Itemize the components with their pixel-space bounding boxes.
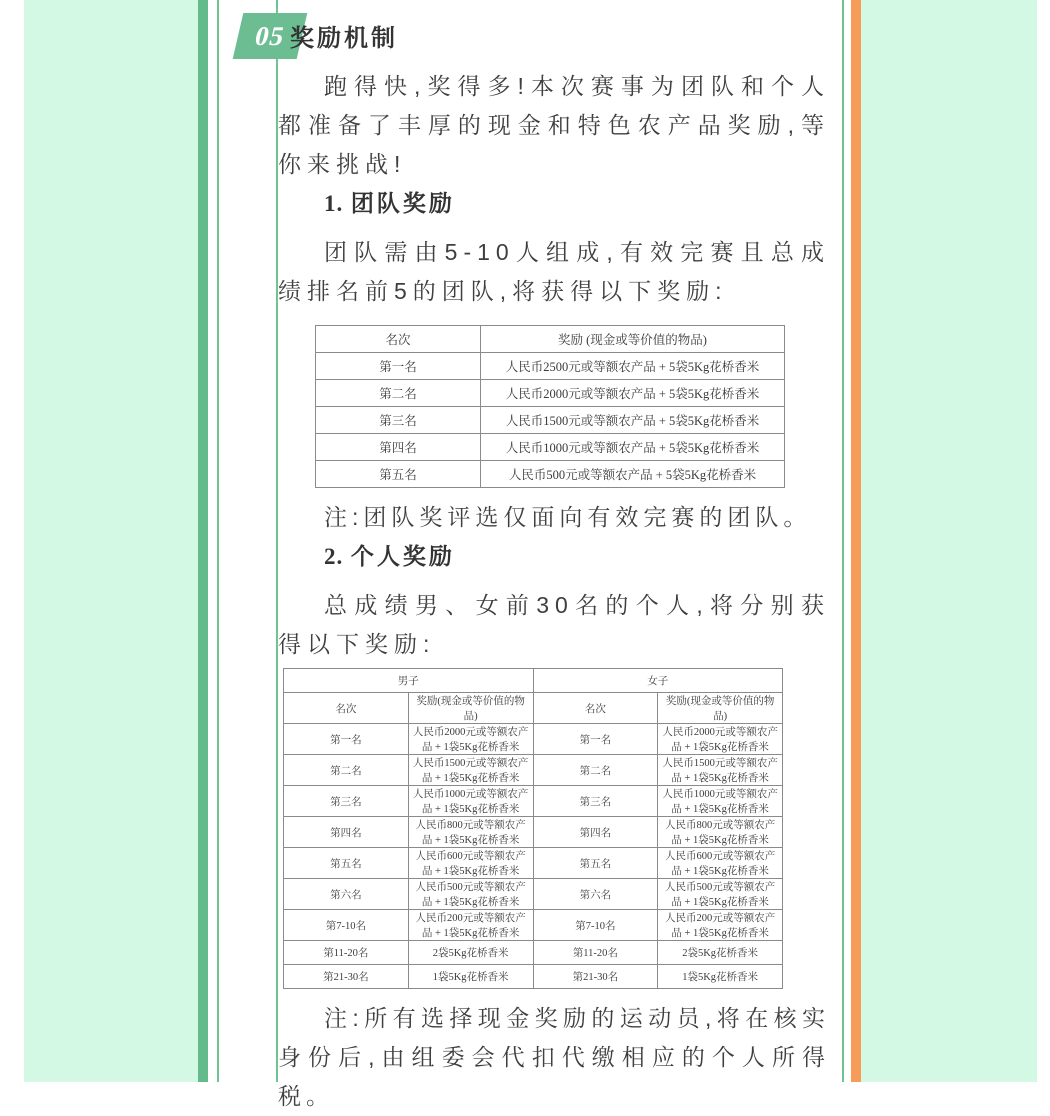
table-row: [284, 910, 783, 941]
right-mint-panel: [861, 0, 1037, 1082]
team-heading-number: 1.: [324, 191, 344, 216]
rank-cell: 第三名: [533, 786, 658, 817]
reward-header-cell: 奖励(现金或等价值的物品): [658, 693, 783, 724]
reward-cell: 人民币2000元或等额农产品 + 5袋5Kg花桥香米: [481, 380, 785, 407]
table-row: [284, 965, 783, 989]
rank-cell: 第五名: [316, 461, 481, 488]
reward-cell: 人民币500元或等额农产品 + 1袋5Kg花桥香米: [658, 879, 783, 910]
individual-award-note: 注:所有选择现金奖励的运动员,将在核实身份后,由组委会代扣代缴相应的个人所得税。: [278, 1005, 830, 1109]
article-content: [278, 0, 830, 1116]
reward-cell: 人民币1500元或等额农产品 + 1袋5Kg花桥香米: [658, 755, 783, 786]
reward-cell: 人民币500元或等额农产品 + 1袋5Kg花桥香米: [408, 879, 533, 910]
rank-cell: 第21-30名: [533, 965, 658, 989]
reward-cell: 人民币2000元或等额农产品 + 1袋5Kg花桥香米: [658, 724, 783, 755]
reward-cell: 1袋5Kg花桥香米: [408, 965, 533, 989]
rank-cell: 第21-30名: [284, 965, 409, 989]
rank-cell: 第11-20名: [284, 941, 409, 965]
intro-paragraph: 跑得快,奖得多!本次赛事为团队和个人都准备了丰厚的现金和特色农产品奖励,等你来挑战!: [278, 73, 830, 177]
table-row: [316, 407, 785, 434]
table-row: [284, 817, 783, 848]
reward-cell: 人民币1000元或等额农产品 + 5袋5Kg花桥香米: [481, 434, 785, 461]
female-group-header: 女子: [533, 669, 783, 693]
rank-cell: 第三名: [284, 786, 409, 817]
team-award-description: 团队需由5-10人组成,有效完赛且总成绩排名前5的团队,将获得以下奖励:: [278, 239, 830, 304]
table-header-row: [284, 693, 783, 724]
individual-award-heading: [278, 541, 830, 572]
rank-cell: 第7-10名: [533, 910, 658, 941]
table-row: [316, 380, 785, 407]
reward-cell: 人民币600元或等额农产品 + 1袋5Kg花桥香米: [408, 848, 533, 879]
rank-cell: 第7-10名: [284, 910, 409, 941]
table-row: [316, 353, 785, 380]
rank-header-cell: 名次: [316, 326, 481, 353]
table-row: [316, 434, 785, 461]
reward-cell: 人民币1500元或等额农产品 + 1袋5Kg花桥香米: [408, 755, 533, 786]
table-header-row: [316, 326, 785, 353]
male-group-header: 男子: [284, 669, 534, 693]
reward-cell: 1袋5Kg花桥香米: [658, 965, 783, 989]
reward-cell: 人民币2500元或等额农产品 + 5袋5Kg花桥香米: [481, 353, 785, 380]
table-row: [284, 724, 783, 755]
rank-header-cell: 名次: [284, 693, 409, 724]
table-row: [284, 848, 783, 879]
team-award-heading: [278, 188, 830, 219]
rank-cell: 第一名: [284, 724, 409, 755]
individual-award-table: [283, 668, 783, 989]
table-row: [284, 755, 783, 786]
rank-cell: 第二名: [316, 380, 481, 407]
reward-header-cell: 奖励 (现金或等价值的物品): [481, 326, 785, 353]
individual-heading-label: 个人奖励: [350, 543, 455, 569]
team-heading-label: 团队奖励: [350, 190, 455, 216]
individual-award-description: 总成绩男、女前30名的个人,将分别获得以下奖励:: [278, 592, 830, 657]
left-mint-panel: [24, 0, 198, 1082]
team-award-note: 注:团队奖评选仅面向有效完赛的团队。: [324, 504, 812, 530]
rank-cell: 第五名: [284, 848, 409, 879]
rank-cell: 第五名: [533, 848, 658, 879]
table-group-header-row: [284, 669, 783, 693]
team-award-table: [315, 325, 785, 488]
right-rule: [842, 0, 844, 1082]
rank-cell: 第四名: [533, 817, 658, 848]
reward-header-cell: 奖励(现金或等价值的物品): [408, 693, 533, 724]
reward-cell: 人民币200元或等额农产品 + 1袋5Kg花桥香米: [658, 910, 783, 941]
reward-cell: 人民币1000元或等额农产品 + 1袋5Kg花桥香米: [408, 786, 533, 817]
reward-cell: 人民币200元或等额农产品 + 1袋5Kg花桥香米: [408, 910, 533, 941]
rank-cell: 第二名: [284, 755, 409, 786]
reward-cell: 人民币800元或等额农产品 + 1袋5Kg花桥香米: [408, 817, 533, 848]
left-green-bar: [198, 0, 208, 1082]
table-row: [284, 786, 783, 817]
reward-cell: 2袋5Kg花桥香米: [658, 941, 783, 965]
rank-cell: 第一名: [533, 724, 658, 755]
rank-cell: 第六名: [533, 879, 658, 910]
rank-cell: 第一名: [316, 353, 481, 380]
rank-cell: 第11-20名: [533, 941, 658, 965]
reward-cell: 人民币2000元或等额农产品 + 1袋5Kg花桥香米: [408, 724, 533, 755]
table-row: [284, 879, 783, 910]
reward-cell: 人民币1000元或等额农产品 + 1袋5Kg花桥香米: [658, 786, 783, 817]
rank-cell: 第三名: [316, 407, 481, 434]
individual-heading-number: 2.: [324, 544, 344, 569]
rank-cell: 第六名: [284, 879, 409, 910]
rank-cell: 第二名: [533, 755, 658, 786]
rank-cell: 第四名: [284, 817, 409, 848]
reward-cell: 人民币800元或等额农产品 + 1袋5Kg花桥香米: [658, 817, 783, 848]
reward-cell: 2袋5Kg花桥香米: [408, 941, 533, 965]
rank-header-cell: 名次: [533, 693, 658, 724]
reward-cell: 人民币600元或等额农产品 + 1袋5Kg花桥香米: [658, 848, 783, 879]
table-row: [284, 941, 783, 965]
section-number: 05: [252, 20, 289, 51]
reward-cell: 人民币1500元或等额农产品 + 5袋5Kg花桥香米: [481, 407, 785, 434]
reward-cell: 人民币500元或等额农产品 + 5袋5Kg花桥香米: [481, 461, 785, 488]
left-outer-rule: [217, 0, 219, 1082]
right-orange-bar: [851, 0, 861, 1082]
rank-cell: 第四名: [316, 434, 481, 461]
table-row: [316, 461, 785, 488]
section-title: 奖励机制: [290, 25, 398, 52]
